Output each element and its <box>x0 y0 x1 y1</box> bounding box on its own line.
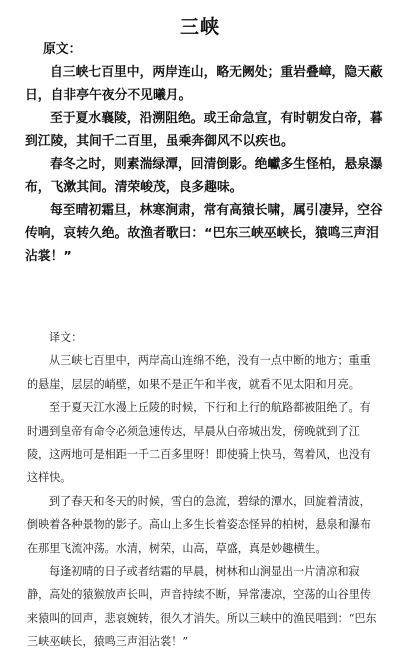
original-paragraph-1: 自三峡七百里中，两岸连山，略无阙处；重岩叠嶂，隐天蔽日，自非亭午夜分不见曦月。 <box>25 65 383 103</box>
translation-paragraph-4: 每逢初晴的日子或者结霜的早晨，树林和山涧显出一片清凉和寂静，高处的猿猴放声长叫，声音持续不断，异常凄凉，空荡的山谷里传来猿叫的回声，悲哀婉转，很久才消失。所以三峡中的渔民唱到：“巴东三峡巫峡长，猿鸣三声泪沾裳！” <box>27 565 377 649</box>
original-label: 原文： <box>43 42 82 57</box>
original-paragraph-2: 至于夏水襄陵，沿溯阻绝。或王命急宣，有时朝发白帝，暮到江陵，其间千二百里，虽乘奔御风不以疾也。 <box>25 111 383 149</box>
original-paragraph-3: 春冬之时，则素湍绿潭，回清倒影。绝巘多生怪柏，悬泉瀑布，飞漱其间。清荣峻茂，良多趣味。 <box>25 157 383 195</box>
original-paragraph-4: 每至晴初霜旦，林寒涧肃，常有高猿长啸，属引凄异，空谷传响，哀转久绝。故渔者歌曰：“巴东三峡巫峡长，猿鸣三声泪沾裳！” <box>25 203 383 264</box>
translation-section <box>27 326 381 654</box>
document-title: 三峡 <box>179 16 220 38</box>
translation-label: 译文： <box>49 331 83 344</box>
original-text-section <box>25 38 385 268</box>
translation-paragraph-2: 至于夏天江水漫上丘陵的时候，下行和上行的航路都被阻绝了。有时遇到皇帝有命令必须急速传达，早晨从白帝城出发，傍晚就到了江陵，这两地可是相距一千二百多里呀！即使骑上快马，驾着风，也没有这样快。 <box>27 401 371 485</box>
translation-paragraph-1: 从三峡七百里中，两岸高山连绵不绝，没有一点中断的地方；重重的悬崖，层层的峭壁，如果不是正午和半夜，就看不见太阳和月亮。 <box>27 354 371 391</box>
translation-paragraph-3: 到了春天和冬天的时候，雪白的急流，碧绿的潭水，回旋着清波，倒映着各种景物的影子。高山上多生长着姿态怪异的柏树，悬泉和瀑布在那里飞流冲荡。水清，树荣，山高，草盛，真是妙趣横生。 <box>27 494 371 555</box>
